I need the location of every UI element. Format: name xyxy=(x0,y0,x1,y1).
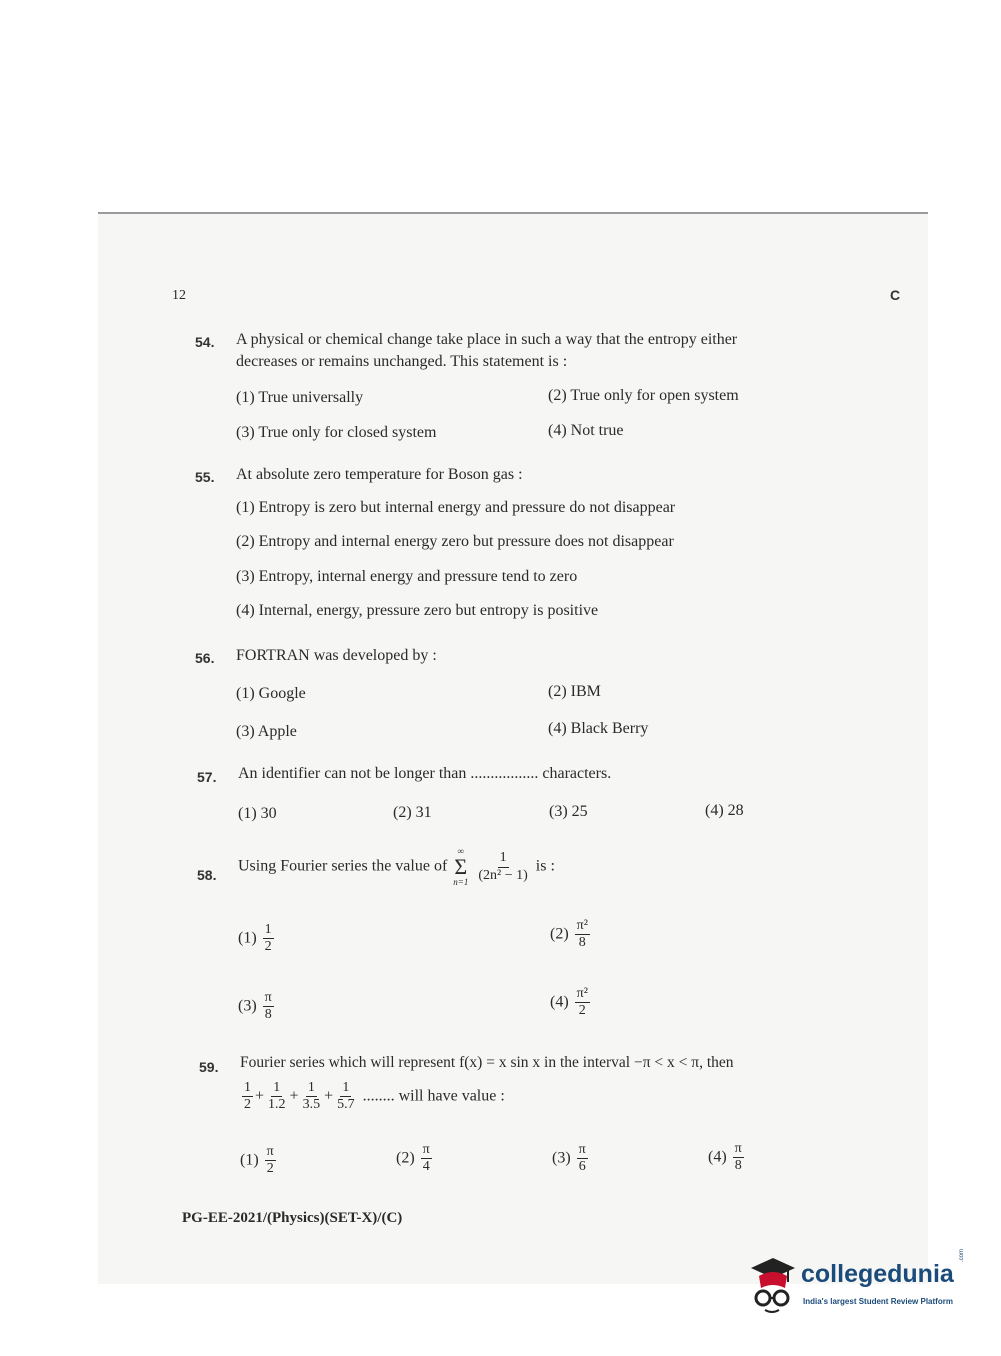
question-58-option-4 xyxy=(550,986,592,1019)
question-58-text-after: is : xyxy=(535,857,555,875)
option-fraction xyxy=(733,1141,744,1174)
numerator: 1 xyxy=(306,1080,317,1097)
option-label: (1) xyxy=(240,1151,259,1169)
numerator: π xyxy=(263,990,274,1007)
page-number: 12 xyxy=(172,288,186,303)
series-term-4 xyxy=(335,1080,357,1113)
question-55-text: At absolute zero temperature for Boson gas : xyxy=(236,466,523,483)
sum-term-denominator: (2n² − 1) xyxy=(478,867,528,883)
question-55-number: 55. xyxy=(195,469,215,485)
exam-page xyxy=(98,212,928,1284)
question-59-number: 59. xyxy=(199,1059,219,1075)
denominator: 8 xyxy=(264,1007,272,1023)
brand-name: collegedunia xyxy=(801,1260,954,1288)
question-59-option-1 xyxy=(240,1144,278,1177)
option-fraction xyxy=(575,918,590,951)
series-term-2 xyxy=(266,1080,288,1113)
denominator: 1.2 xyxy=(268,1097,286,1113)
question-54-option-3: (3) True only for closed system xyxy=(236,424,437,441)
numerator: 1 xyxy=(242,1080,253,1097)
question-55-option-2: (2) Entropy and internal energy zero but pressure does not disappear xyxy=(236,533,674,550)
question-57-text: An identifier can not be longer than ................. characters. xyxy=(238,765,612,782)
question-59-text: Fourier series which will represent f(x) = x sin x in the interval −π < x < π, then xyxy=(240,1054,734,1071)
sum-upper-limit: ∞ xyxy=(457,846,465,856)
question-58-option-1 xyxy=(238,922,276,955)
question-58-number: 58. xyxy=(197,867,217,883)
option-fraction xyxy=(575,986,590,1019)
question-56-option-2: (2) IBM xyxy=(548,683,601,700)
numerator: π xyxy=(265,1144,276,1161)
question-57-option-4: (4) 28 xyxy=(705,802,744,819)
numerator: π xyxy=(577,1142,588,1159)
denominator: 4 xyxy=(422,1159,430,1175)
numerator: 1 xyxy=(271,1080,282,1097)
question-59-series xyxy=(240,1080,505,1113)
option-label: (4) xyxy=(550,993,569,1011)
question-56-option-1: (1) Google xyxy=(236,685,306,702)
option-label: (2) xyxy=(550,925,569,943)
denominator: 8 xyxy=(734,1158,742,1174)
option-fraction xyxy=(265,1144,276,1177)
plus-sign: + xyxy=(289,1087,299,1105)
question-59-option-3 xyxy=(552,1142,590,1175)
brand-tagline: India's largest Student Review Platform xyxy=(803,1297,953,1306)
question-54-text: A physical or chemical change take place in such a way that the entropy either xyxy=(236,331,738,348)
option-label: (3) xyxy=(238,997,257,1015)
numerator: 1 xyxy=(340,1080,351,1097)
question-56-option-4: (4) Black Berry xyxy=(548,720,649,737)
option-fraction xyxy=(577,1142,588,1175)
question-54-text-line2: decreases or remains unchanged. This statement is : xyxy=(236,353,568,370)
question-54-option-4: (4) Not true xyxy=(548,422,624,439)
question-58-text xyxy=(238,847,555,887)
question-56-option-3: (3) Apple xyxy=(236,723,297,740)
plus-sign: + xyxy=(255,1087,265,1105)
summation xyxy=(453,847,468,887)
question-54-option-2: (2) True only for open system xyxy=(548,387,739,404)
brand-suffix: .com xyxy=(959,1248,965,1262)
numerator: π xyxy=(421,1142,432,1159)
sum-lower-limit: n=1 xyxy=(453,877,469,887)
sum-term-numerator: 1 xyxy=(498,850,509,867)
numerator: π xyxy=(733,1141,744,1158)
series-term-3 xyxy=(301,1080,323,1113)
option-label: (1) xyxy=(238,929,257,947)
option-label: (4) xyxy=(708,1148,727,1166)
question-58-option-2 xyxy=(550,918,592,951)
question-55-option-3: (3) Entropy, internal energy and pressure tend to zero xyxy=(236,568,578,585)
series-tail: ........ will have value : xyxy=(362,1087,505,1105)
question-57-option-1: (1) 30 xyxy=(238,805,277,822)
question-59-option-4 xyxy=(708,1141,746,1174)
question-54-number: 54. xyxy=(195,334,215,350)
denominator: 3.5 xyxy=(302,1097,321,1113)
denominator: 5.7 xyxy=(337,1097,355,1113)
denominator: 2 xyxy=(244,1097,251,1113)
question-55-option-1: (1) Entropy is zero but internal energy and pressure do not disappear xyxy=(236,499,676,516)
question-56-number: 56. xyxy=(195,650,215,666)
sum-term xyxy=(476,850,529,883)
option-fraction xyxy=(263,990,274,1023)
option-fraction xyxy=(263,922,274,955)
denominator: 6 xyxy=(578,1159,586,1175)
denominator: 2 xyxy=(578,1003,586,1019)
question-57-number: 57. xyxy=(197,769,217,785)
option-label: (3) xyxy=(552,1149,571,1167)
question-59-option-2 xyxy=(396,1142,434,1175)
collegedunia-logo xyxy=(745,1248,975,1324)
option-label: (2) xyxy=(396,1149,415,1167)
question-58-text-before: Using Fourier series the value of xyxy=(238,857,448,875)
question-57-option-3: (3) 25 xyxy=(549,803,588,820)
denominator: 8 xyxy=(578,935,586,951)
plus-sign: + xyxy=(324,1087,334,1105)
question-56-text: FORTRAN was developed by : xyxy=(236,647,437,664)
question-57-option-2: (2) 31 xyxy=(393,804,432,821)
question-55-option-4: (4) Internal, energy, pressure zero but entropy is positive xyxy=(236,602,599,619)
question-54-option-1: (1) True universally xyxy=(236,389,364,406)
denominator: 2 xyxy=(266,1161,274,1177)
denominator: 2 xyxy=(264,939,272,955)
graduate-mascot-icon xyxy=(745,1254,801,1318)
question-58-option-3 xyxy=(238,990,276,1023)
numerator: π² xyxy=(575,918,590,935)
footer-code: PG-EE-2021/(Physics)(SET-X)/(C) xyxy=(182,1210,403,1226)
sigma-symbol: Σ xyxy=(454,854,468,879)
numerator: π² xyxy=(575,986,590,1003)
option-fraction xyxy=(421,1142,432,1175)
set-code: C xyxy=(890,287,901,303)
series-term-1 xyxy=(242,1080,253,1113)
numerator: 1 xyxy=(263,922,274,939)
